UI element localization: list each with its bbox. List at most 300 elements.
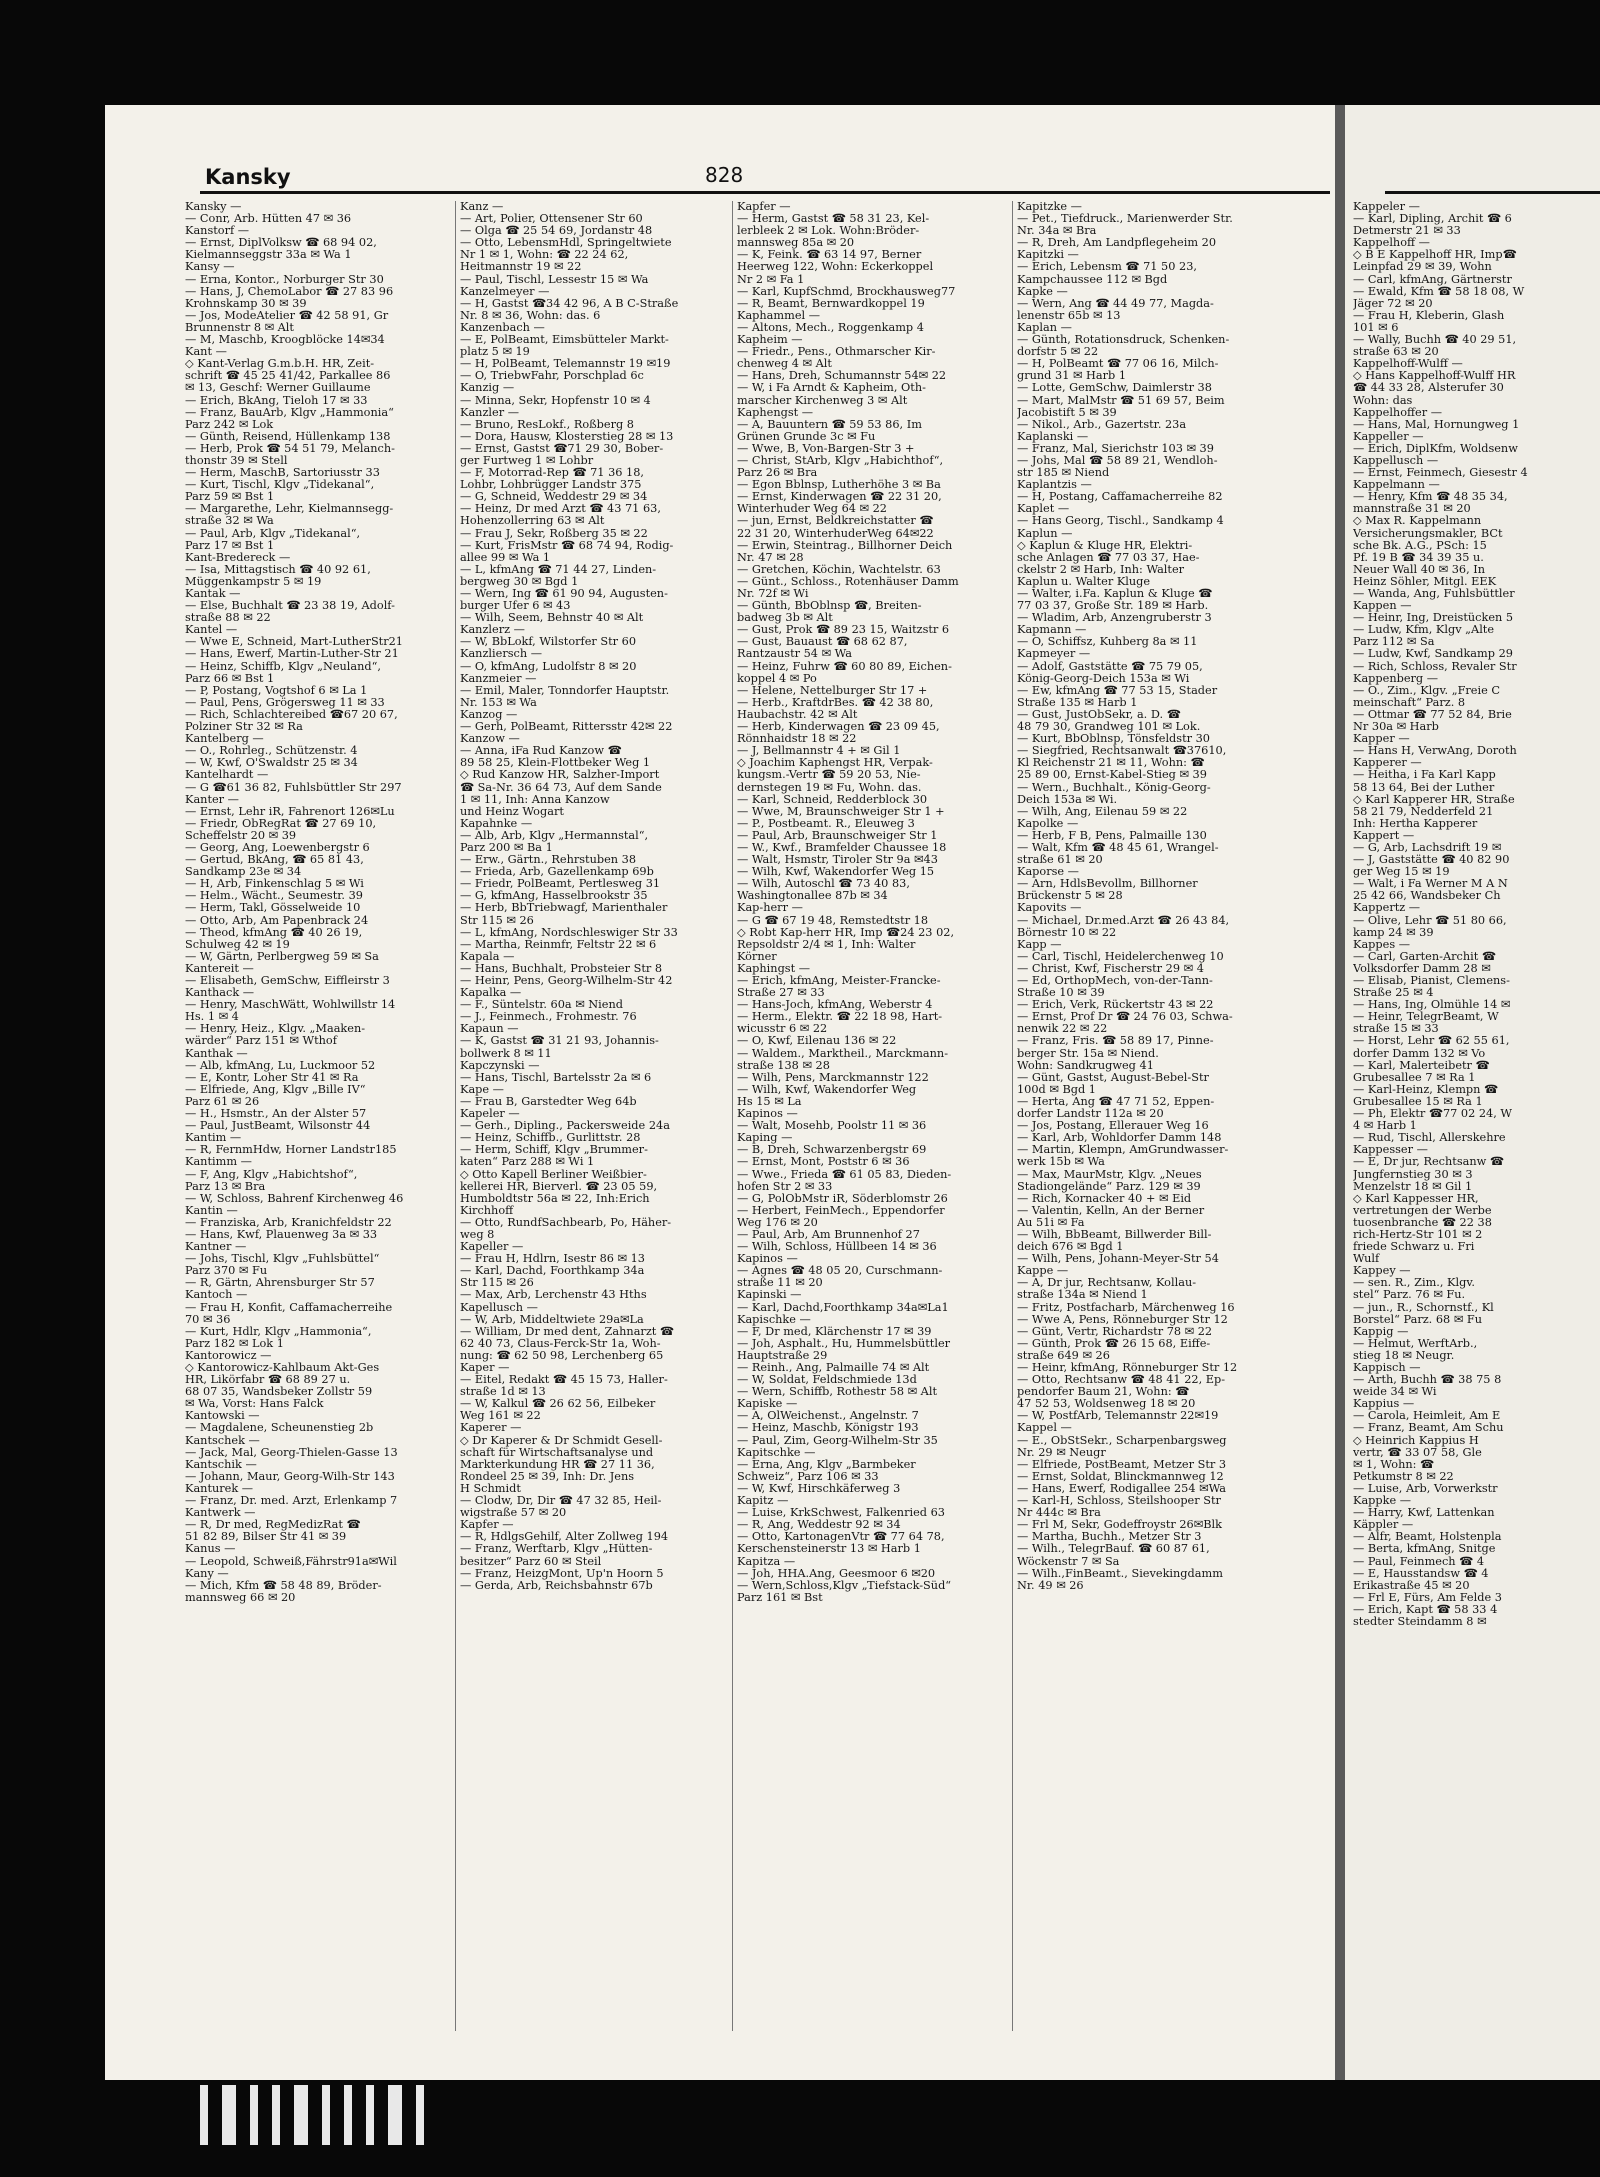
directory-line: Kape — [460, 1083, 504, 1096]
directory-line: — Wern, Ang ☎ 44 49 77, Magda- [1017, 297, 1214, 310]
directory-line: — Olive, Lehr ☎ 51 80 66, [1353, 914, 1507, 927]
directory-line: Kappesser — [1353, 1144, 1428, 1157]
directory-line: — R, FernmHdw, Horner Landstr185 [185, 1144, 397, 1157]
directory-line: — Karl, Dipling, Archit ☎ 6 [1353, 213, 1512, 226]
directory-line: — J, Gaststätte ☎ 40 82 90 [1353, 854, 1510, 867]
directory-line: — Gust, JustObSekr, a. D. ☎ [1017, 708, 1181, 721]
directory-line: Kanzelmeyer — [460, 285, 550, 298]
directory-line: Hohenzollerring 63 ✉ Alt [460, 515, 605, 528]
directory-line: — Herm, MaschB, Sartoriusstr 33 [185, 467, 380, 480]
directory-line: Kapinos — [737, 1108, 798, 1121]
directory-line: Kanzow — [460, 733, 520, 746]
directory-line: — Dora, Hausw, Klosterstieg 28 ✉ 13 [460, 430, 674, 443]
directory-line: — Helm., Wächt., Seumestr. 39 [185, 890, 363, 903]
directory-line: Kantelhardt — [185, 769, 269, 782]
directory-line: lerbleek 2 ✉ Lok. Wohn:Bröder- [737, 225, 920, 238]
directory-line: — R, Gärtn, Ahrensburger Str 57 [185, 1277, 375, 1290]
directory-line: Menzelstr 18 ✉ Gil 1 [1353, 1180, 1473, 1193]
column-divider [732, 201, 733, 2031]
directory-line: Körner [737, 950, 777, 963]
directory-line: Weg 176 ✉ 20 [737, 1216, 818, 1229]
directory-line: Kantner — [185, 1241, 247, 1254]
entries-column-4 [1017, 201, 1317, 1592]
directory-line: Rönnhaidstr 18 ✉ 22 [737, 733, 857, 746]
directory-line: — Margarethe, Lehr, Kielmannsegg- [185, 503, 394, 516]
directory-line: nung: ☎ 62 50 98, Lerchenberg 65 [460, 1349, 664, 1362]
directory-line: Parz 242 ✉ Lok [185, 418, 274, 431]
directory-line: bergweg 30 ✉ Bgd 1 [460, 575, 579, 588]
directory-line: — R, Beamt, Bernwardkoppel 19 [737, 297, 925, 310]
directory-line: stedter Steindamm 8 ✉ [1353, 1615, 1487, 1628]
directory-line: — Johs, Mal ☎ 58 89 21, Wendloh- [1017, 454, 1218, 467]
directory-line: — Ewald, Kfm ☎ 58 18 08, W [1353, 285, 1525, 298]
directory-line: — Günth, BbOblnsp ☎, Breiten- [737, 600, 922, 613]
directory-line: vertr, ☎ 33 07 58, Gle [1353, 1446, 1482, 1459]
directory-line: — Olga ☎ 25 54 69, Jordanstr 48 [460, 225, 653, 238]
directory-line: Kanzig — [460, 382, 515, 395]
directory-line: Kappelhoff — [1353, 237, 1430, 250]
directory-line: 47 52 53, Woldsenweg 18 ✉ 20 [1017, 1398, 1196, 1411]
directory-line: — Wwe, B, Von-Bargen-Str 3 + [737, 442, 915, 455]
directory-line: — P, Postang, Vogtshof 6 ✉ La 1 [185, 684, 368, 697]
directory-line: — A, Dr jur, Rechtsanw, Kollau- [1017, 1277, 1197, 1290]
directory-line: — Fritz, Postfacharb, Märchenweg 16 [1017, 1301, 1235, 1314]
directory-line: — Karl, Dachd, Foorthkamp 34a [460, 1265, 645, 1278]
directory-line: — F, Motorrad-Rep ☎ 71 36 18, [460, 467, 645, 480]
directory-line: — Hans, J, ChemoLabor ☎ 27 83 96 [185, 285, 394, 298]
directory-line: — Heinr, Pens, Georg-Wilhelm-Str 42 [460, 975, 673, 987]
directory-line: — Heinr, kfmAng, Rönneburger Str 12 [1017, 1362, 1238, 1374]
directory-line: Schulweg 42 ✉ 19 [185, 938, 290, 951]
directory-line: Kapitz — [737, 1495, 789, 1508]
directory-line: — Erna, Ang, Klgv „Barmbeker [737, 1458, 916, 1471]
directory-line: — Art, Polier, Ottensener Str 60 [460, 213, 643, 226]
directory-line: ✉ 1, Wohn: ☎ [1353, 1458, 1435, 1471]
directory-line: — Lotte, GemSchw, Daimlerstr 38 [1017, 382, 1212, 395]
directory-line: 89 58 25, Klein-Flottbeker Weg 1 [460, 757, 651, 770]
directory-line: 101 ✉ 6 [1353, 321, 1399, 334]
directory-line: — Erna, Kontor., Norburger Str 30 [185, 273, 384, 286]
directory-line: Heinz Söhler, Mitgl. EEK [1353, 575, 1497, 588]
directory-line: — W, BbLokf, Wilstorfer Str 60 [460, 636, 637, 649]
directory-line: Kapahnke — [460, 817, 533, 830]
directory-line: — Max, Arb, Lerchenstr 43 Hths [460, 1289, 647, 1302]
directory-line: Kl Reichenstr 21 ✉ 11, Wohn: ☎ [1017, 757, 1205, 770]
directory-line: ◇ Karl Kappesser HR, [1353, 1192, 1479, 1205]
directory-line: Kanstorf — [185, 225, 250, 238]
directory-line: ☎ Sa-Nr. 36 64 73, Auf dem Sande [460, 781, 662, 794]
directory-line: — E, Hausstandsw ☎ 4 [1353, 1567, 1489, 1580]
directory-line: — Gertud, BkAng, ☎ 65 81 43, [185, 854, 364, 867]
directory-line: — Herb, Prok ☎ 54 51 79, Melanch- [185, 442, 395, 455]
directory-line: Kanter — [185, 793, 239, 806]
directory-line: Kapfer — [460, 1519, 514, 1532]
directory-line: — H, PolBeamt, Telemannstr 19 ✉19 [460, 358, 671, 371]
directory-line: Kapper — [1353, 733, 1410, 746]
directory-line: — Wilh, Autoschl ☎ 73 40 83, [737, 878, 910, 891]
directory-line: Kappeler — [1353, 201, 1420, 213]
directory-line: — Herm, Takl, Gösselweide 10 [185, 902, 361, 915]
directory-line: — F, Ang, Klgv „Habichtshof“, [185, 1168, 358, 1181]
directory-line: — Valentin, Kelln, An der Berner [1017, 1204, 1205, 1217]
directory-line: Rantzaustr 54 ✉ Wa [737, 648, 852, 661]
directory-line: — Wilh, Kwf, Wakendorfer Weg [737, 1083, 917, 1096]
directory-line: Kanzenbach — [460, 321, 545, 334]
directory-line: — W., Kwf., Bramfelder Chaussee 18 [737, 841, 947, 854]
directory-line: — Gerh., Dipling., Packersweide 24a [460, 1120, 670, 1133]
directory-line: — Mich, Kfm ☎ 58 48 89, Bröder- [185, 1579, 382, 1592]
directory-line: Kantoch — [185, 1289, 248, 1302]
directory-line: Kappenberg — [1353, 672, 1439, 685]
directory-line: Brückenstr 5 ✉ 28 [1017, 890, 1123, 903]
directory-line: — Günt, Vertr, Richardstr 78 ✉ 22 [1017, 1325, 1213, 1338]
directory-line: — Wern, Ing ☎ 61 90 94, Augusten- [460, 588, 668, 600]
directory-line: — E, Kontr, Loher Str 41 ✉ Ra [185, 1071, 359, 1084]
directory-line: Kaplet — [1017, 503, 1070, 516]
directory-line: — Hans-Joch, kfmAng, Weberstr 4 [737, 999, 933, 1012]
directory-line: Kapheim — [737, 334, 803, 347]
directory-line: — Heinr, TelegrBeamt, W [1353, 1011, 1499, 1024]
directory-line: 25 89 00, Ernst-Kabel-Stieg ✉ 39 [1017, 769, 1207, 782]
directory-line: Kapmann — [1017, 624, 1087, 637]
directory-line: Parz 59 ✉ Bst 1 [185, 491, 275, 504]
directory-line: — Jos, ModeAtelier ☎ 42 58 91, Gr [185, 309, 389, 322]
directory-line: Kapitza — [737, 1555, 796, 1568]
directory-line: pendorfer Baum 21, Wohn: ☎ [1017, 1386, 1190, 1399]
directory-line: besitzer“ Parz 60 ✉ Steil [460, 1555, 602, 1568]
directory-line: — F, Dr med, Klärchenstr 17 ✉ 39 [737, 1325, 932, 1338]
directory-line: Parz 370 ✉ Fu [185, 1265, 268, 1278]
directory-line: Parz 26 ✉ Bra [737, 467, 818, 480]
directory-line: Hs. 1 ✉ 4 [185, 1011, 239, 1024]
directory-line: straße 63 ✉ 20 [1353, 346, 1439, 359]
directory-line: — Frieda, Arb, Gazellenkamp 69b [460, 866, 654, 879]
directory-line: — Franz, BauArb, Klgv „Hammonia“ [185, 406, 394, 419]
page-gutter [1335, 105, 1345, 2080]
directory-line: Parz 112 ✉ Sa [1353, 636, 1435, 649]
directory-line: — Walt, Hsmstr, Tiroler Str 9a ✉43 [737, 854, 938, 867]
directory-line: Pf. 19 B ☎ 34 39 35 u. [1353, 551, 1484, 564]
directory-line: ger Weg 15 ✉ 19 [1353, 866, 1450, 879]
directory-line: Stadiongelände“ Parz. 129 ✉ 39 [1017, 1180, 1201, 1193]
directory-line: Deich 153a ✉ Wi. [1017, 793, 1118, 806]
directory-line: straße 88 ✉ 22 [185, 612, 271, 625]
directory-line: Kanzog — [460, 708, 518, 721]
directory-line: Kantel — [185, 624, 238, 637]
directory-line: ◇ Max R. Kappelmann [1353, 515, 1482, 528]
directory-line: — Elfriede, PostBeamt, Metzer Str 3 [1017, 1458, 1227, 1471]
directory-line: — Frl E, Fürs, Am Felde 3 [1353, 1591, 1502, 1604]
directory-line: Kapczynski — [460, 1059, 540, 1072]
directory-line: Schweiz“, Parz 106 ✉ 33 [737, 1470, 879, 1483]
directory-line: — Ernst, Lehr iR, Fahrenort 126✉Lu [185, 805, 395, 818]
directory-line: kungsm.-Vertr ☎ 59 20 53, Nie- [737, 769, 921, 782]
directory-line: Kantschik — [185, 1458, 257, 1471]
directory-line: Krohnskamp 30 ✉ 39 [185, 297, 307, 310]
directory-line: Kaplan — [1017, 321, 1072, 334]
directory-line: — W, Soldat, Feldschmiede 13d [737, 1374, 917, 1387]
directory-line: — Ernst, Feinmech, Giesestr 4 [1353, 467, 1528, 480]
directory-line: — Adolf, Gaststätte ☎ 75 79 05, [1017, 660, 1203, 673]
directory-line: — Erich, kfmAng, Meister-Francke- [737, 975, 941, 987]
directory-line: Kapmeyer — [1017, 648, 1091, 661]
directory-line: — Horst, Lehr ☎ 62 55 61, [1353, 1035, 1510, 1048]
directory-line: Kapinos — [737, 1253, 798, 1266]
directory-line: — Ernst, Mont, Poststr 6 ✉ 36 [737, 1156, 910, 1169]
directory-line: — Walt, Mosehb, Poolstr 11 ✉ 36 [737, 1120, 927, 1133]
directory-line: — Franz, Dr. med. Arzt, Erlenkamp 7 [185, 1495, 398, 1508]
directory-line: Nr. 34a ✉ Bra [1017, 225, 1097, 238]
directory-line: tuosenbranche ☎ 22 38 [1353, 1216, 1492, 1229]
directory-line: Jungfernstieg 30 ✉ 3 [1353, 1168, 1473, 1181]
directory-line: — G ☎ 67 19 48, Remstedtstr 18 [737, 914, 929, 927]
directory-line: — Herbert, FeinMech., Eppendorfer [737, 1204, 945, 1217]
directory-line: Kaperer — [460, 1422, 522, 1435]
directory-line: Kapalka — [460, 987, 522, 1000]
directory-line: — Frau H, Kleberin, Glash [1353, 309, 1505, 322]
directory-line: Kapolke — [1017, 817, 1079, 830]
directory-line: 1 ✉ 11, Inh: Anna Kanzow [460, 793, 610, 806]
directory-line: Nr 2 ✉ Fa 1 [737, 273, 805, 286]
directory-line: HR, Likörfabr ☎ 68 89 27 u. [185, 1374, 351, 1387]
directory-line: sche Bk. A.G., PSch: 15 [1353, 539, 1487, 552]
directory-line: Kappelmann — [1353, 479, 1440, 492]
directory-line: dorfer Damm 132 ✉ Vo [1353, 1047, 1486, 1060]
directory-line: — Wilh., TelegrBauf. ☎ 60 87 61, [1017, 1543, 1210, 1556]
directory-line: — Heitha, i Fa Karl Kapp [1353, 769, 1496, 782]
directory-line: Kaporse — [1017, 866, 1079, 879]
directory-line: 70 ✉ 36 [185, 1313, 231, 1326]
directory-line: Leinpfad 29 ✉ 39, Wohn [1353, 261, 1492, 274]
directory-line: Kappel — [1017, 1422, 1072, 1435]
directory-line: — Theod, kfmAng ☎ 40 26 19, [185, 926, 363, 939]
directory-line: Neuer Wall 40 ✉ 36, In [1353, 563, 1486, 576]
film-edge-marks [200, 2085, 424, 2145]
directory-line: Sandkamp 23e ✉ 34 [185, 866, 302, 879]
directory-line: — Hans, Buchhalt, Probsteier Str 8 [460, 962, 663, 975]
header-rule [1385, 191, 1600, 194]
directory-line: — Jack, Mal, Georg-Thielen-Gasse 13 [185, 1446, 398, 1459]
directory-line: Parz 182 ✉ Lok 1 [185, 1337, 284, 1350]
directory-line: Kappius — [1353, 1398, 1415, 1411]
directory-line: — William, Dr med dent, Zahnarzt ☎ [460, 1325, 674, 1338]
directory-line: — Pet., Tiefdruck., Marienwerder Str. [1017, 213, 1233, 226]
directory-line: — Herta, Ang ☎ 47 71 52, Eppen- [1017, 1095, 1215, 1108]
directory-line: Kapitzki — [1017, 249, 1079, 262]
directory-line: — Karl, Dachd,Foorthkamp 34a✉La1 [737, 1301, 949, 1314]
directory-line: Hs 15 ✉ La [737, 1095, 802, 1108]
directory-line: — Herm, Gastst ☎ 58 31 23, Kel- [737, 213, 930, 226]
directory-line: Kantimm — [185, 1156, 252, 1169]
directory-line: Kantelberg — [185, 733, 264, 746]
directory-line: Kansy — [185, 261, 235, 274]
directory-line: Kappe — [1017, 1265, 1069, 1278]
directory-line: — Wwe., Frieda ☎ 61 05 83, Dieden- [737, 1168, 952, 1181]
directory-line: Nr. 49 ✉ 26 [1017, 1579, 1084, 1592]
directory-line: Kansky — [185, 201, 242, 213]
directory-line: — Erich, BkAng, Tieloh 17 ✉ 33 [185, 394, 368, 407]
directory-line: ☎ 44 33 28, Alsterufer 30 [1353, 382, 1504, 395]
directory-line: Kapitzke — [1017, 201, 1082, 213]
directory-line: Wöckenstr 7 ✉ Sa [1017, 1555, 1120, 1568]
directory-line: — E, PolBeamt, Eimsbütteler Markt- [460, 334, 669, 347]
directory-line: — Otto, LebensmHdl, Springeltwiete [460, 237, 672, 250]
directory-line: — H, Postang, Caffamacherreihe 82 [1017, 491, 1223, 504]
directory-line: — Heinz, Schiffb., Gurlittstr. 28 [460, 1132, 641, 1145]
directory-line: Kaphingst — [737, 962, 811, 975]
directory-line: — Harry, Kwf, Lattenkan [1353, 1507, 1495, 1520]
directory-line: — Ernst, Soldat, Blinckmannweg 12 [1017, 1470, 1224, 1483]
directory-line: — Hans, Mal, Hornungweg 1 [1353, 418, 1520, 431]
directory-line: Kaping — [737, 1132, 793, 1145]
directory-line: dorfstr 5 ✉ 22 [1017, 346, 1099, 359]
directory-line: — Johann, Maur, Georg-Wilh-Str 143 [185, 1470, 395, 1483]
directory-line: Kantereit — [185, 962, 254, 975]
directory-line: Kanzler — [460, 406, 519, 419]
directory-line: — Ernst, Prof Dr ☎ 24 76 03, Schwa- [1017, 1011, 1233, 1024]
directory-line: — W, Kwf, Hirschkäferweg 3 [737, 1482, 901, 1495]
directory-line: Kappey — [1353, 1265, 1411, 1278]
directory-line: dernstegen 19 ✉ Fu, Wohn. das. [737, 781, 922, 794]
directory-line: — Günth, Reisend, Hüllenkamp 138 [185, 430, 391, 443]
directory-line: — O, Schiffsz, Kuhberg 8a ✉ 11 [1017, 636, 1198, 649]
directory-line: thonstr 39 ✉ Stell [185, 454, 288, 467]
directory-line: — Elisabeth, GemSchw, Eiffleirstr 3 [185, 975, 390, 987]
directory-line: — Günt., Schloss., Rotenhäuser Damm [737, 575, 959, 588]
directory-line: — J, Bellmannstr 4 + ✉ Gil 1 [737, 745, 901, 758]
directory-line: Scheffelstr 20 ✉ 39 [185, 829, 297, 842]
directory-line: — Anna, iFa Rud Kanzow ☎ [460, 745, 622, 758]
directory-line: Haubachstr. 42 ✉ Alt [737, 708, 858, 721]
directory-line: mannsweg 66 ✉ 20 [185, 1591, 296, 1604]
directory-line: Rondeel 25 ✉ 39, Inh: Dr. Jens [460, 1470, 635, 1483]
directory-line: Kanthack — [185, 987, 255, 1000]
directory-line: — Ed, OrthopMech, von-der-Tann- [1017, 975, 1213, 987]
directory-line: — Hans H, VerwAng, Doroth [1353, 745, 1517, 758]
directory-line: — Herb, Kinderwagen ☎ 23 09 45, [737, 721, 940, 734]
directory-line: — Walt, i Fa Werner M A N [1353, 878, 1508, 891]
directory-line: — Ottmar ☎ 77 52 84, Brie [1353, 708, 1512, 721]
directory-line: Kapaun — [460, 1023, 519, 1036]
directory-line: — Henry, Kfm ☎ 48 35 34, [1353, 491, 1508, 504]
directory-line: ◇ Kaplun & Kluge HR, Elektri- [1017, 539, 1193, 552]
directory-line: — O, Kwf, Eilenau 136 ✉ 22 [737, 1035, 897, 1048]
directory-line: — Otto, Arb, Am Papenbrack 24 [185, 914, 369, 927]
directory-line: — R, Dreh, Am Landpflegeheim 20 [1017, 237, 1217, 250]
directory-line: — Herb., KraftdrBes. ☎ 42 38 80, [737, 696, 934, 709]
directory-line: — W, PostfArb, Telemannstr 22✉19 [1017, 1410, 1219, 1423]
directory-line: straße 32 ✉ Wa [185, 515, 274, 528]
directory-line: kellerei HR, Bierverl. ☎ 23 05 59, [460, 1180, 658, 1193]
directory-line: straße 11 ✉ 20 [737, 1277, 823, 1290]
directory-line: — Frl M, Sekr, Godeffroystr 26✉Blk [1017, 1519, 1222, 1532]
directory-line: — Conr, Arb. Hütten 47 ✉ 36 [185, 213, 352, 226]
directory-line: Kappeller — [1353, 430, 1424, 443]
directory-line: — Jos, Postang, Ellerauer Weg 16 [1017, 1120, 1209, 1133]
directory-line: Parz 17 ✉ Bst 1 [185, 539, 275, 552]
directory-line: ger Furtweg 1 ✉ Lohbr [460, 454, 594, 467]
directory-line: — Paul, Tischl, Lessestr 15 ✉ Wa [460, 273, 649, 286]
directory-line: — W, Schloss, Bahrenf Kirchenweg 46 [185, 1192, 404, 1205]
directory-line: — Heinz, Dr med Arzt ☎ 43 71 63, [460, 503, 661, 516]
directory-line: — E., ObStSekr., Scharpenbargsweg [1017, 1434, 1227, 1447]
directory-line: — G ☎61 36 82, Fuhlsbüttler Str 297 [185, 781, 402, 794]
directory-line: — Martha, Buchh., Metzer Str 3 [1017, 1531, 1202, 1544]
directory-line: rich-Hertz-Str 101 ✉ 2 [1353, 1228, 1483, 1241]
directory-line: — G, Schneid, Weddestr 29 ✉ 34 [460, 491, 648, 504]
header-rule [200, 191, 1330, 194]
directory-line: wicusstr 6 ✉ 22 [737, 1023, 828, 1036]
directory-line: wigstraße 57 ✉ 20 [460, 1507, 567, 1520]
directory-line: — Heinz, Schiffb, Klgv „Neuland“, [185, 660, 382, 673]
directory-line: — Wilh, Ang, Eilenau 59 ✉ 22 [1017, 805, 1188, 818]
directory-line: — Heinz, Fuhrw ☎ 60 80 89, Eichen- [737, 660, 952, 673]
directory-line: Kantin — [185, 1204, 238, 1217]
directory-line: Kapischke — [737, 1313, 811, 1326]
directory-line: ◇ Robt Kap-herr HR, Imp ☎24 23 02, [737, 926, 955, 939]
directory-line: Straße 135 ✉ Harb 1 [1017, 696, 1138, 709]
directory-line: chenweg 4 ✉ Alt [737, 358, 832, 371]
directory-line: — Elisab, Pianist, Clemens- [1353, 975, 1510, 987]
directory-line: — Michael, Dr.med.Arzt ☎ 26 43 84, [1017, 914, 1230, 927]
directory-line: — Otto, KartonagenVtr ☎ 77 64 78, [737, 1531, 945, 1544]
directory-line: Winterhuder Weg 64 ✉ 22 [737, 503, 887, 516]
directory-line: ✉ 13, Geschf: Werner Guillaume [185, 382, 371, 395]
directory-line: ◇ Dr Kaperer & Dr Schmidt Gesell- [460, 1434, 663, 1447]
directory-line: Kaper — [460, 1362, 510, 1374]
directory-line: — Wern., Buchhalt., König-Georg- [1017, 781, 1211, 794]
directory-line: — Carl, kfmAng, Gärtnerstr [1353, 273, 1512, 286]
directory-line: — Wern,Schloss,Klgv „Tiefstack-Süd“ [737, 1579, 952, 1592]
directory-line: Kany — [185, 1567, 229, 1580]
directory-line: — Herb, F B, Pens, Palmaille 130 [1017, 829, 1207, 842]
directory-line: Kappelhoff-Wulff — [1353, 358, 1463, 371]
directory-line: Borstel“ Parz. 68 ✉ Fu [1353, 1313, 1483, 1326]
directory-line: — Paul, Zim, Georg-Wilhelm-Str 35 [737, 1434, 938, 1447]
directory-line: — Paul, Arb, Klgv „Tidekanal“, [185, 527, 361, 540]
directory-line: — Franz, Mal, Sierichstr 103 ✉ 39 [1017, 442, 1214, 455]
directory-line: — Isa, Mittagstisch ☎ 40 92 61, [185, 563, 371, 576]
directory-line: — G, PolObMstr iR, Söderblomstr 26 [737, 1192, 948, 1205]
directory-line: — Christ, Kwf, Fischerstr 29 ✉ 4 [1017, 962, 1204, 975]
directory-line: und Heinz Wogart [460, 805, 564, 818]
directory-line: platz 5 ✉ 19 [460, 346, 530, 359]
directory-line: — Eitel, Redakt ☎ 45 15 73, Haller- [460, 1374, 668, 1387]
directory-line: wärder“ Parz 151 ✉ Wthof [185, 1035, 337, 1048]
directory-line: — Wilh, Seem, Behnstr 40 ✉ Alt [460, 612, 644, 625]
directory-line: 25 42 66, Wandsbeker Ch [1353, 890, 1501, 903]
directory-line: Jäger 72 ✉ 20 [1353, 297, 1433, 310]
directory-line: — Erwin, Steintrag., Billhorner Deich [737, 539, 953, 552]
directory-line: — Emil, Maler, Tonndorfer Hauptstr. [460, 684, 670, 697]
directory-line: Kaplanski — [1017, 430, 1089, 443]
directory-line: — Wilh, BbBeamt, Billwerder Bill- [1017, 1228, 1212, 1241]
directory-line: — Christ, StArb, Klgv „Habichthof“, [737, 454, 944, 467]
directory-line: — Karl, Schneid, Redderblock 30 [737, 793, 928, 806]
directory-line: — M, Maschb, Kroogblöcke 14✉34 [185, 334, 385, 347]
directory-line: Kaplun — [1017, 527, 1073, 540]
directory-line: Kappelhoffer — [1353, 406, 1443, 419]
directory-line: badweg 3b ✉ Alt [737, 612, 833, 625]
directory-line: bollwerk 8 ✉ 11 [460, 1047, 552, 1060]
directory-line: lenenstr 65b ✉ 13 [1017, 309, 1121, 322]
directory-line: — Rud, Tischl, Allerskehre [1353, 1132, 1506, 1145]
directory-line: Kanthak — [185, 1047, 248, 1060]
directory-line: Kapp — [1017, 938, 1062, 951]
directory-line: kamp 24 ✉ 39 [1353, 926, 1434, 939]
directory-line: straße 138 ✉ 28 [737, 1059, 830, 1072]
directory-line: Kampchaussee 112 ✉ Bgd [1017, 273, 1168, 286]
